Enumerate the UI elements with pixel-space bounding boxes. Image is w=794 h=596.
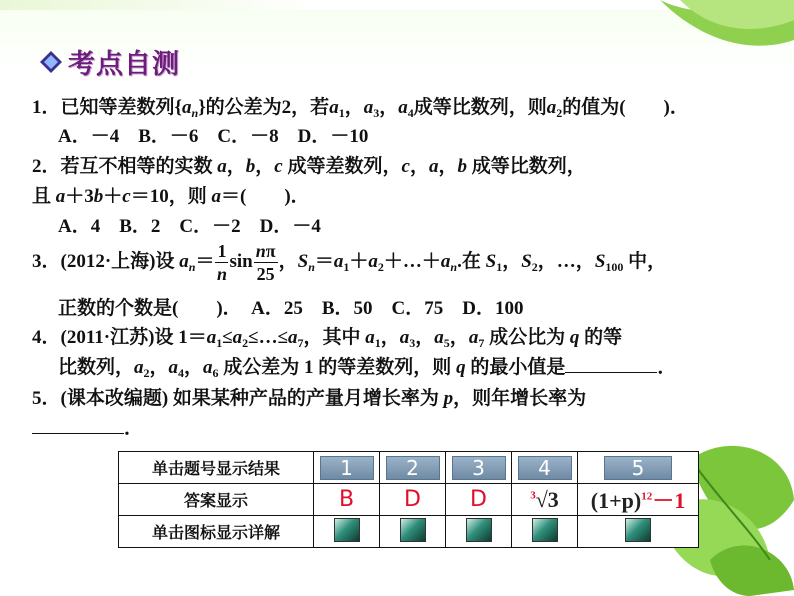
- table-row: [119, 516, 699, 548]
- leaf-top-icon: [640, 0, 794, 70]
- answer-1: B: [338, 487, 355, 512]
- question-1-button[interactable]: 1: [320, 456, 374, 480]
- detail-5-icon[interactable]: [625, 518, 651, 542]
- question-1-options: A．－4 B．－6 C．－8 D．－10: [58, 126, 369, 147]
- row-label-show-result: 单击题号显示结果: [119, 452, 314, 484]
- detail-4-icon[interactable]: [532, 518, 558, 542]
- answer-3: D: [470, 487, 487, 512]
- question-2-options: A．4 B．2 C．－2 D．－4: [58, 216, 321, 237]
- table-row: [119, 484, 699, 516]
- detail-2-icon[interactable]: [400, 518, 426, 542]
- answer-4: $^3$√3: [530, 486, 559, 512]
- question-2-line-2: 且 a＋3b＋c＝10，则 a＝( )．: [32, 186, 310, 207]
- question-4-button[interactable]: 4: [518, 456, 572, 480]
- detail-1-icon[interactable]: [334, 518, 360, 542]
- question-5-line-1: 5．(课本改编题) 如果某种产品的产量月增长率为 p，则年增长率为: [32, 388, 587, 409]
- question-4-line-1: 4．(2011·江苏)设 $1=a_1\le a_2\le\dots\le a_7$，其中 $a_1$，$a_3$，$a_5$，$a_7$ 成公比为 q 的等: [32, 327, 623, 350]
- question-5-line-2: ．: [32, 413, 143, 440]
- answer-5: $(1+p)^{12}-1$: [590, 488, 686, 513]
- question-3-line-1: 3．(2012·上海)设 $a_n=$ $\frac{1}{n}$ sin $\frac{n\pi}{25}$ ，$S_n=a_1+a_2+\dots+a_n$.在 $S_1$，$S_2$，…，$S_{100}$ 中，: [32, 241, 667, 284]
- question-4-line-2: 比数列，$a_2$，$a_4$，$a_6$ 成公差为 1 的等差数列，则 q 的最小值是 ．: [58, 357, 677, 380]
- question-2-line-1: 2．若互不相等的实数 a，b，c 成等差数列，c，a，b 成等比数列，: [32, 156, 586, 177]
- row-label-answers: 答案显示: [119, 484, 314, 516]
- answer-2: D: [404, 487, 421, 512]
- diamond-bullet-icon: [38, 49, 64, 75]
- section-title: 考点自测: [68, 49, 180, 80]
- row-label-details: 单击图标显示详解: [119, 516, 314, 548]
- section-heading: [38, 42, 180, 81]
- table-row: [119, 452, 699, 484]
- question-1: 1．已知等差数列$\{a_n\}$的公差为2，若$a_1$，$a_3$，$a_4$成等比数列，则$a_2$的值为( )．: [32, 97, 689, 120]
- question-3-button[interactable]: 3: [452, 456, 506, 480]
- answer-table: [118, 451, 699, 548]
- question-5-button[interactable]: 5: [604, 456, 672, 480]
- question-2-button[interactable]: 2: [386, 456, 440, 480]
- question-3-line-2: 正数的个数是( )． A．25 B．50 C．75 D．100: [58, 298, 524, 319]
- detail-3-icon[interactable]: [466, 518, 492, 542]
